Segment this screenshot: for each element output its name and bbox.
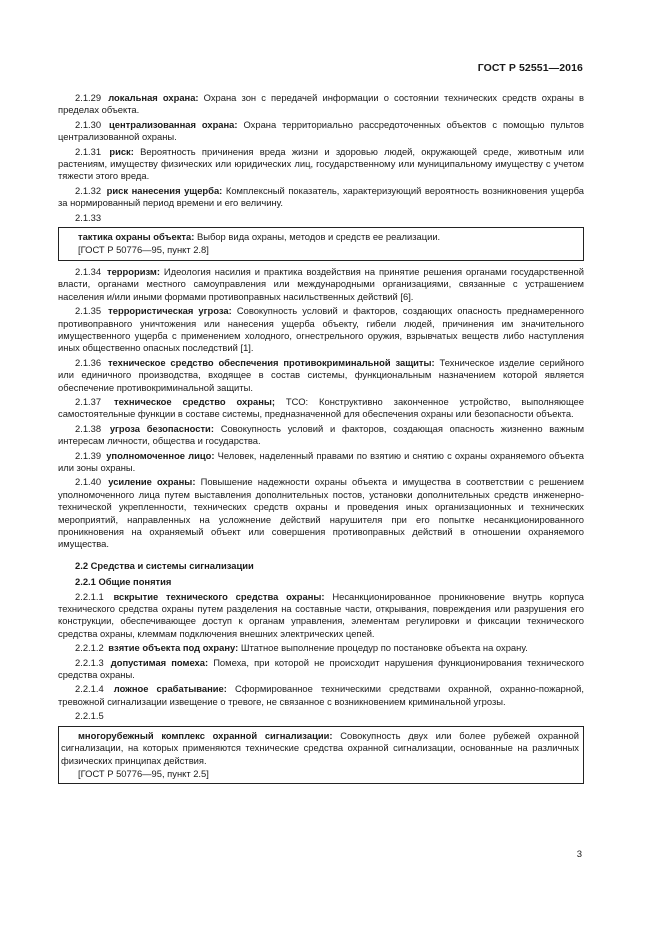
term: усиление охраны: — [108, 476, 196, 488]
term: многорубежный комплекс охранной сигнализации: — [78, 729, 333, 741]
definition: Совокупность условий и факторов, создающая опасность жизненно важным интересам личности, общества и государства. — [58, 422, 585, 447]
definition: Помеха, при которой не происходит нарушения функционирования технического средства охраны. — [58, 656, 584, 681]
term-entry — [58, 396, 584, 421]
definition: Несанкционированное проникновение внутрь корпуса технического средства охраны путем разделения на составные части, открывания, повреждения или разрушения его конструкции, обеспечивающее доступ к органам управления, элементам регулировки и фиксации технического средства охраны, клеммам подключения внешних электрических цепей. — [58, 590, 584, 639]
entry-number: 2.1.36 — [75, 356, 102, 368]
term-entry — [58, 683, 584, 708]
term-entry — [58, 450, 584, 475]
boxed-term-number: 2.1.33 — [75, 211, 102, 223]
term-entry — [58, 146, 584, 183]
definition: ТСО: Конструктивно законченное устройство, выполняющее самостоятельные функции в составе системы, предназначенной для обеспечения охраны или безопасности объекта. — [58, 395, 584, 420]
entry-number: 2.1.38 — [75, 422, 102, 434]
definition: Охрана территориально рассредоточенных объектов с помощью пультов централизованной охраны. — [58, 118, 585, 143]
entry-number: 2.1.34 — [75, 265, 102, 277]
source-reference: [ГОСТ Р 50776—95, пункт 2.5] — [78, 767, 209, 779]
definition: Вероятность причинения вреда жизни и здоровью людей, окружающей среде, животным или растениям, имуществу физических или юридических лиц, государственному или муниципальному имуществу с учетом тяжести этого вреда. — [58, 145, 585, 182]
boxed-term-definition — [61, 231, 579, 243]
definition: Совокупность условий и факторов, создающих опасность преднамеренного противоправного уничтожения или нанесения ущерба объекту, гибели людей, причинения им значительного имущественного ущерба с применением холодного, огнестрельного оружия, взрывчатых веществ либо наступления иных общественно опасных последствий [1]. — [58, 305, 584, 354]
term: тактика охраны объекта: — [78, 231, 195, 243]
entry-number: 2.1.32 — [75, 184, 102, 196]
term-entry — [58, 476, 584, 550]
entry-number: 2.1.30 — [75, 118, 102, 130]
definition: Повышение надежности охраны объекта и имущества в соответствии с решением уполномоченного лица путем выставления дополнительных постов, установки дополнительных средств инженерно-технической укрепленности, технических средств охраны и проведения иных организационных и технических мероприятий, направленных на усложнение действий нарушителя при его попытке несанкционированного проникновения на охраняемый объект или совершения противоправных действий в отношении охраняемого имущества. — [58, 476, 584, 550]
entry-number: 2.1.40 — [75, 476, 102, 488]
term: риск: — [109, 145, 134, 157]
section-heading: 2.2 Средства и системы сигнализации — [75, 559, 254, 571]
page-number: 3 — [576, 849, 582, 860]
definition: Человек, наделенный правами по взятию и снятию с охраны охраняемого объекта или зоны охраны. — [58, 449, 584, 473]
document-header: ГОСТ Р 52551—2016 — [477, 62, 583, 74]
document-body — [58, 92, 584, 789]
entry-number: 2.2.1.1 — [75, 590, 104, 602]
term: допустимая помеха: — [110, 656, 209, 668]
term: уполномоченное лицо: — [106, 449, 215, 461]
term-entry — [58, 92, 584, 117]
definition: Выбор вида охраны, методов и средств ее реализации. — [196, 231, 441, 243]
term: вскрытие технического средства охраны: — [113, 590, 325, 602]
term-entry — [58, 119, 584, 144]
entry-number: 2.2.1.3 — [75, 656, 104, 668]
subsection-heading: 2.2.1 Общие понятия — [75, 576, 172, 588]
term: техническое средство охраны; — [114, 395, 275, 407]
term-entry — [58, 642, 584, 654]
term: террористическая угроза: — [108, 305, 232, 317]
entry-number: 2.1.29 — [75, 92, 102, 103]
source-reference: [ГОСТ Р 50776—95, пункт 2.8] — [78, 244, 209, 256]
term: централизованная охрана: — [109, 118, 238, 130]
term-entry — [58, 357, 584, 394]
term: угроза безопасности: — [109, 422, 214, 434]
term: локальная охрана: — [108, 92, 199, 103]
entry-number: 2.1.37 — [75, 395, 102, 407]
term-entry — [58, 185, 584, 210]
entry-number: 2.1.35 — [75, 305, 102, 317]
boxed-term-2-1-33 — [58, 227, 584, 261]
entries-group-2 — [58, 266, 584, 551]
term: терроризм: — [106, 265, 160, 277]
entry-number: 2.1.39 — [75, 449, 102, 461]
definition: Охрана зон с передачей информации о состоянии технических средств охраны в пределах объекта. — [58, 92, 584, 116]
boxed-term-number: 2.2.1.5 — [75, 710, 104, 722]
term: техническое средство обеспечения противокриминальной защиты: — [107, 356, 435, 368]
entry-number: 2.1.31 — [75, 145, 102, 157]
boxed-term-2-2-1-5 — [58, 726, 584, 785]
term: ложное срабатывание: — [113, 683, 227, 695]
term-entry — [58, 657, 584, 682]
term-entry — [58, 423, 584, 448]
boxed-term-definition — [61, 730, 579, 767]
definition: Комплексный показатель, характеризующий вероятность возникновения ущерба за нормированный период времени и его величину. — [58, 184, 585, 209]
term: риск нанесения ущерба: — [106, 184, 223, 196]
entry-number: 2.2.1.2 — [75, 642, 104, 654]
entry-number: 2.2.1.4 — [75, 683, 104, 695]
definition: Сформированное техническими средствами охранной, охранно-пожарной, тревожной сигнализации извещение о тревоге, не связанное с возникновением криминальной угрозы. — [58, 683, 585, 707]
entries-group-3 — [58, 591, 584, 709]
definition: Штатное выполнение процедур по постановке объекта на охрану. — [240, 642, 528, 654]
definition: Совокупность двух или более рубежей охранной сигнализации, на которых применяются технические средства охранной сигнализации, основанные на различных физических принципах действия. — [61, 729, 579, 766]
term-entry — [58, 266, 584, 303]
term: взятие объекта под охрану: — [108, 642, 239, 654]
definition: Идеология насилия и практика воздействия на принятие решения органами государственной власти, органами местного самоуправления или международными организациями, связанные с устрашением населения и/или иными формами противоправных насильственных действий [6]. — [58, 265, 585, 302]
term-entry — [58, 591, 584, 641]
definition: Техническое изделие серийного или единичного производства, входящее в состав системы, функциональным назначением которой является обеспечение противокриминальной защиты. — [58, 356, 585, 393]
entries-group-1 — [58, 92, 584, 210]
term-entry — [58, 305, 584, 355]
